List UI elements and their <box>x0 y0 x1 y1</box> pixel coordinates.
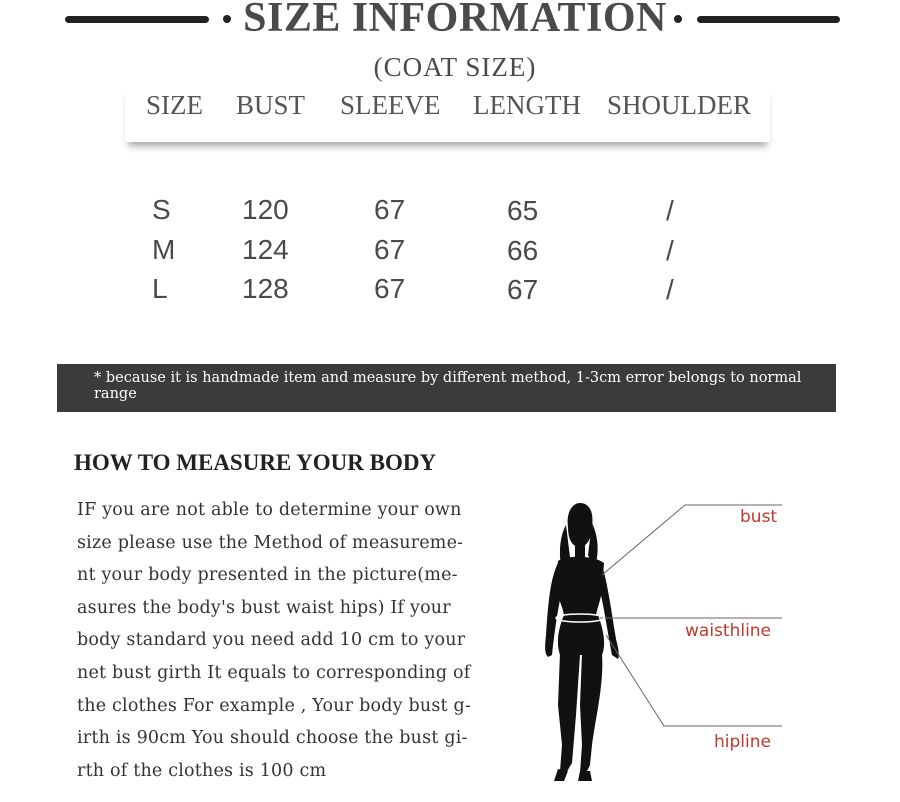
description-line: body standard you need add 10 cm to your <box>77 630 466 650</box>
cell-sleeve: 67 <box>374 234 406 265</box>
body-measurement-figure <box>520 495 820 795</box>
howto-heading: HOW TO MEASURE YOUR BODY <box>74 450 437 475</box>
cell-sleeve: 67 <box>374 194 406 225</box>
cell-length: 65 <box>507 195 539 226</box>
header-sleeve: SLEEVE <box>340 90 441 120</box>
cell-size: S <box>152 194 171 225</box>
description-line: size please use the Method of measureme- <box>77 533 464 553</box>
disclaimer-text: * because it is handmade item and measure by different method, 1-3cm error belongs to normal range <box>94 370 802 402</box>
header-length: LENGTH <box>473 90 581 120</box>
waistline-label: waisthline <box>685 621 772 641</box>
woman-silhouette-icon <box>545 503 619 781</box>
hip-indicator <box>606 635 782 726</box>
cell-shoulder: / <box>666 195 674 226</box>
description-line: asures the body's bust waist hips) If your <box>77 598 451 618</box>
title-rule-right <box>697 16 840 23</box>
cell-size: L <box>152 273 168 304</box>
cell-shoulder: / <box>666 235 674 266</box>
cell-sleeve: 67 <box>374 273 406 304</box>
description-line: irth is 90cm You should choose the bust gi- <box>77 728 468 748</box>
header-bust: BUST <box>236 90 306 120</box>
page-title: SIZE INFORMATION <box>243 0 667 41</box>
page-subtitle: (COAT SIZE) <box>373 52 537 82</box>
cell-shoulder: / <box>666 274 674 305</box>
cell-bust: 128 <box>242 273 289 304</box>
hipline-label: hipline <box>714 732 771 752</box>
header-size: SIZE <box>146 90 203 120</box>
description-line: nt your body presented in the picture(me- <box>77 565 458 585</box>
description-line: IF you are not able to determine your own <box>77 500 462 520</box>
header-shoulder: SHOULDER <box>607 90 752 120</box>
cell-bust: 120 <box>242 194 289 225</box>
cell-length: 67 <box>507 274 539 305</box>
cell-size: M <box>152 234 176 265</box>
cell-length: 66 <box>507 235 539 266</box>
description-line: the clothes For example , Your body bust g- <box>77 696 472 716</box>
title-dot-right <box>674 15 682 23</box>
description-line: rth of the clothes is 100 cm <box>77 761 327 781</box>
cell-bust: 124 <box>242 234 289 265</box>
description-line: net bust girth It equals to corresponding of <box>77 663 471 683</box>
bust-label: bust <box>740 507 778 527</box>
